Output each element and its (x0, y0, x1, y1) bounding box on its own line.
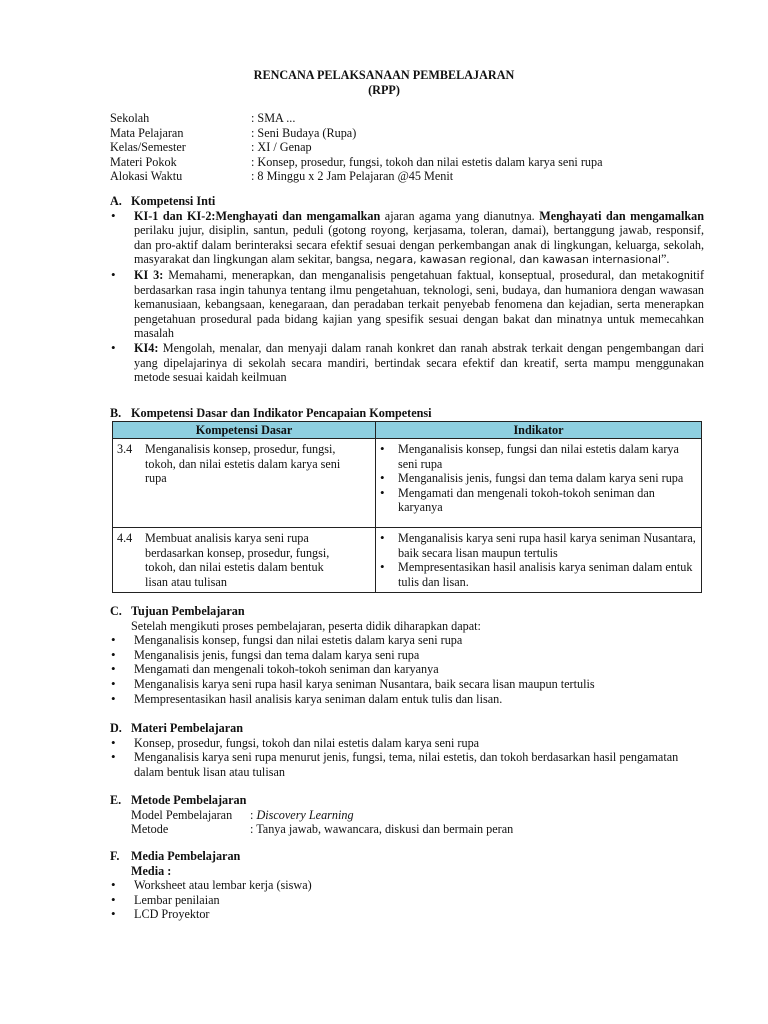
section-heading (110, 604, 704, 619)
list-item (110, 209, 704, 268)
ki-label: Menghayati dan mengamalkan (539, 208, 704, 223)
identity-table (110, 111, 710, 184)
list-item: • LCD Proyektor (110, 907, 704, 922)
list-item: • Mengamati dan mengenali tokoh-tokoh seniman dan karyanya (380, 486, 696, 515)
identity-value: : Konsep, prosedur, fungsi, tokoh dan nilai estetis dalam karya seni rupa (251, 154, 603, 169)
identity-key: Alokasi Waktu (110, 169, 183, 184)
model-sep: : (250, 807, 257, 822)
identity-row (110, 155, 710, 170)
identity-value: : 8 Minggu x 2 Jam Pelajaran @45 Menit (251, 169, 454, 184)
indikator-list (380, 531, 696, 589)
kd-text: Menganalisis konsep, prosedur, fungsi, tokoh, dan nilai estetis dalam karya seni rupa (145, 442, 341, 486)
media-subtitle: Media : (131, 863, 172, 878)
section-heading (110, 849, 704, 864)
list-item: • Menganalisis konsep, fungsi dan nilai estetis dalam karya seni rupa (380, 442, 696, 471)
ki-text: ajaran agama yang dianutnya. (380, 208, 540, 223)
section-kompetensi-dasar (110, 406, 704, 421)
indikator-list (380, 442, 696, 515)
metode-value: : Tanya jawab, wawancara, diskusi dan bermain peran (250, 822, 514, 837)
ki-label: KI4: (134, 340, 159, 355)
list-item: • Mempresentasikan hasil analisis karya seniman dalam entuk tulis dan lisan. (110, 692, 704, 707)
list-item: • Menganalisis jenis, fungsi dan tema dalam karya seni rupa (110, 648, 704, 663)
column-header: Kompetensi Dasar (113, 422, 376, 439)
section-kompetensi-inti (110, 194, 704, 385)
section-letter: F. (110, 849, 120, 863)
kd-number: 4.4 (117, 531, 133, 545)
section-title: Metode Pembelajaran (131, 793, 247, 807)
section-title: Materi Pembelajaran (131, 721, 244, 735)
identity-row (110, 169, 710, 184)
list-item (110, 341, 704, 385)
kd-number: 3.4 (117, 442, 133, 456)
ki-text: Memahami, menerapkan, dan menganalisis pengetahuan faktual, konseptual, prosedural, dan metakognitif berdasarkan rasa ingin tahunya tentang ilmu pengetahuan, teknologi, seni, budaya, dan humaniora dengan wawasan kemanusiaan, kebangsaan, kenegaraan, dan peradaban terkait penyebab fenomena dan kejadian, serta menerapkan pengetahuan prosedural pada bidang kajian yang spesifik sesuai dengan bakat dan minatnya untuk memecahkan masalah (134, 267, 705, 341)
model-row (131, 808, 704, 823)
ki-text: negara, kawasan regional, dan kawasan internasional (375, 254, 662, 267)
identity-row (110, 126, 710, 141)
section-metode-pembelajaran (110, 793, 704, 837)
identity-value: : XI / Genap (251, 140, 312, 155)
indikator-cell (376, 528, 702, 593)
section-media-pembelajaran (110, 849, 704, 922)
metode-block (110, 808, 704, 837)
tujuan-list (110, 633, 704, 706)
section-intro: Setelah mengikuti proses pembelajaran, peserta didik diharapkan dapat: (131, 618, 481, 633)
list-item (110, 268, 704, 341)
document-subtitle: (RPP) (368, 83, 400, 97)
section-title: Kompetensi Inti (131, 194, 216, 208)
section-letter: A. (110, 194, 122, 208)
document-title-block (0, 68, 768, 98)
list-item: • Mempresentasikan hasil analisis karya seniman dalam entuk tulis dan lisan. (380, 560, 696, 589)
section-letter: C. (110, 604, 122, 618)
section-letter: D. (110, 721, 122, 735)
model-value: Discovery Learning (256, 807, 354, 822)
list-item: • Menganalisis karya seni rupa menurut jenis, fungsi, tema, nilai estetis, dan tokoh berdasarkan hasil pengamatan dalam bentuk lisan atau tulisan (110, 750, 704, 779)
identity-value: : Seni Budaya (Rupa) (251, 125, 357, 140)
section-tujuan-pembelajaran (110, 604, 704, 706)
section-letter: E. (110, 793, 122, 807)
model-key: Model Pembelajaran (131, 807, 233, 822)
ki-text: ”. (661, 252, 670, 267)
column-header: Indikator (376, 422, 702, 439)
section-title: Media Pembelajaran (131, 849, 241, 863)
ki-text: Mengolah, menalar, dan menyaji dalam ranah konkret dan ranah abstrak terkait dengan pengembangan dari yang dipelajarinya di sekolah secara mandiri, bertindak secara efektif dan kreatif, serta mampu menggunakan metode sesuai kaidah keilmuan (134, 340, 704, 385)
table-row (113, 528, 702, 593)
materi-list (110, 736, 704, 780)
identity-key: Sekolah (110, 111, 150, 125)
ki-text: perilaku jujur, disiplin, santun, peduli (gotong royong, kerjasama, toleran, damai), bertanggung jawab, responsif, dan pro-aktif dalam berinteraksi secara efektif sesuai dengan perkembangan anak di lingkungan, keluarga, sekolah, masyarakat dan lingkungan alam sekitar, bangsa, (134, 223, 704, 267)
metode-row (131, 822, 704, 837)
list-item: • Lembar penilaian (110, 893, 704, 908)
section-heading (110, 721, 704, 736)
list-item: • Worksheet atau lembar kerja (siswa) (110, 878, 704, 893)
metode-key: Metode (131, 822, 169, 837)
identity-key: Materi Pokok (110, 154, 177, 169)
kd-text: Membuat analisis karya seni rupa berdasarkan konsep, prosedur, fungsi, tokoh, dan nilai estetis dalam bentuk lisan atau tulisan (145, 531, 330, 589)
list-item: • Konsep, prosedur, fungsi, tokoh dan nilai estetis dalam karya seni rupa (110, 736, 704, 751)
kd-indikator-table (112, 421, 702, 593)
kd-cell (113, 439, 376, 528)
ki-label: KI-1 dan KI-2:Menghayati dan mengamalkan (134, 208, 381, 223)
ki-label: KI 3: (134, 267, 164, 282)
ki-list (110, 209, 704, 385)
document-title: RENCANA PELAKSANAAN PEMBELAJARAN (253, 68, 515, 82)
identity-row (110, 140, 710, 155)
section-materi-pembelajaran (110, 721, 704, 779)
list-item: • Menganalisis karya seni rupa hasil karya seniman Nusantara, baik secara lisan maupun tertulis (110, 677, 704, 692)
section-heading (110, 793, 704, 808)
table-header-row (113, 422, 702, 439)
list-item: • Menganalisis karya seni rupa hasil karya seniman Nusantara, baik secara lisan maupun tertulis (380, 531, 696, 560)
section-title: Tujuan Pembelajaran (131, 604, 245, 618)
list-item: • Menganalisis jenis, fungsi dan tema dalam karya seni rupa (380, 471, 696, 486)
indikator-cell (376, 439, 702, 528)
section-letter: B. (110, 406, 122, 420)
table-row (113, 439, 702, 528)
identity-key: Mata Pelajaran (110, 125, 184, 140)
identity-value: : SMA ... (251, 111, 296, 125)
list-item: • Mengamati dan mengenali tokoh-tokoh seniman dan karyanya (110, 662, 704, 677)
section-heading (110, 406, 704, 421)
section-title: Kompetensi Dasar dan Indikator Pencapaian Kompetensi (131, 406, 432, 420)
section-heading (110, 194, 704, 209)
kd-cell (113, 528, 376, 593)
identity-row (110, 111, 710, 126)
list-item: • Menganalisis konsep, fungsi dan nilai estetis dalam karya seni rupa (110, 633, 704, 648)
identity-key: Kelas/Semester (110, 140, 186, 155)
media-list (110, 878, 704, 922)
